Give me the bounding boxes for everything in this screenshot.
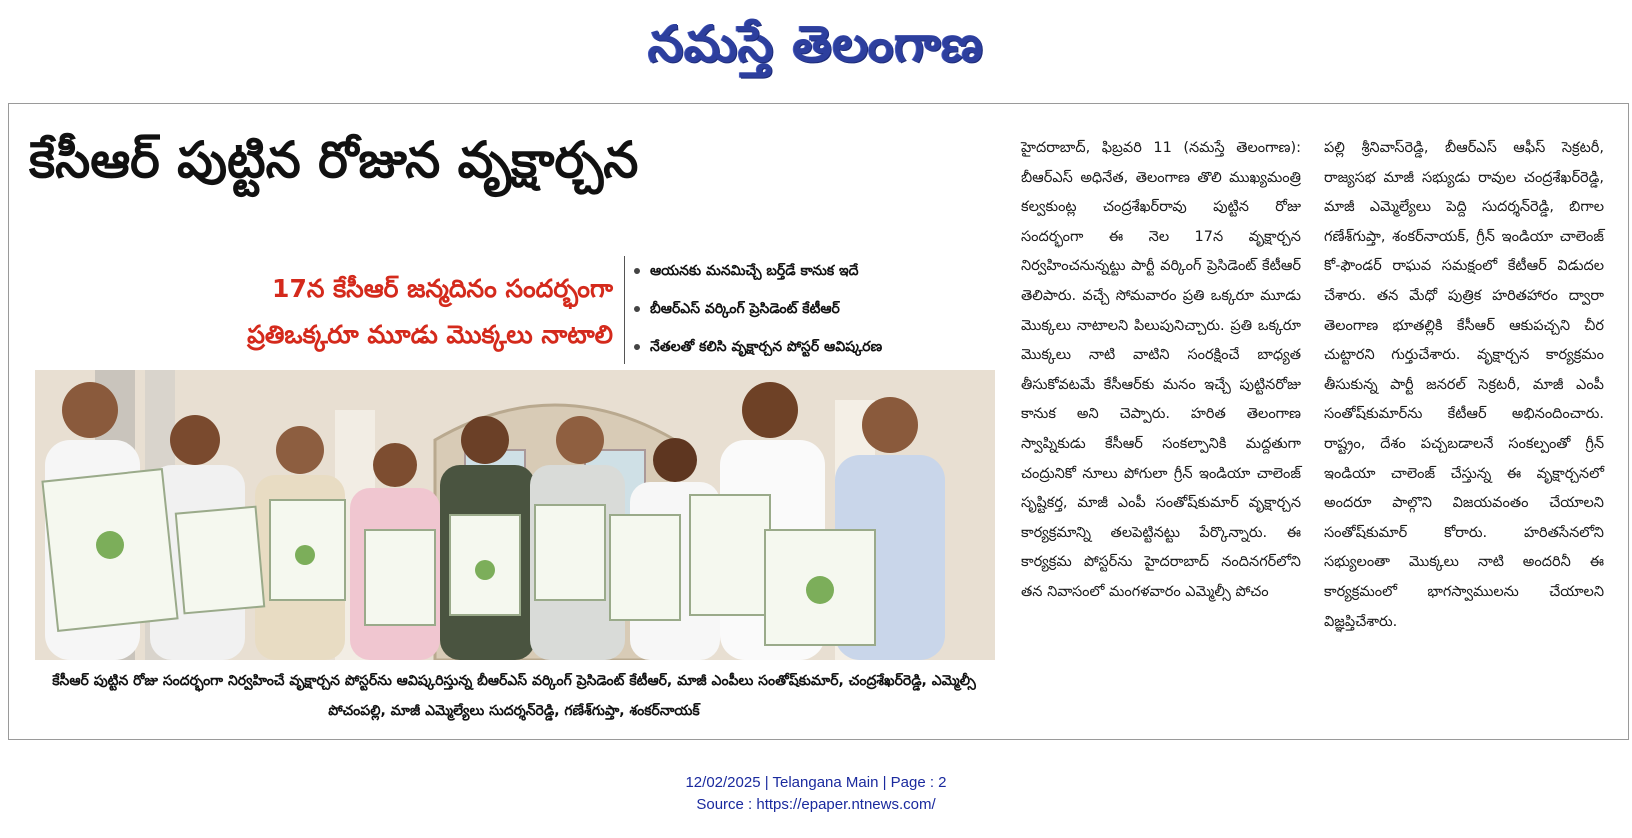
edition-info: 12/02/2025 | Telangana Main | Page : 2	[685, 774, 947, 791]
subhead-line: 17న కేసీఆర్ జన్మదినం సందర్భంగా	[272, 274, 613, 303]
article-headline: కేసీఆర్ పుట్టిన రోజున వృక్షార్చన	[29, 131, 639, 189]
article-body-column-2	[1324, 134, 1604, 637]
article-subhead	[73, 266, 613, 358]
photo-illustration	[35, 370, 995, 660]
photo-caption: కేసీఆర్ పుట్టిన రోజు సందర్భంగా నిర్వహించే వృక్షార్చన పోస్టర్‌ను ఆవిష్కరిస్తున్న బీఆర్‌ఎస్ వర్కింగ్ ప్రెసిడెంట్ కేటీఆర్, మాజీ ఎంపీలు సంతోష్‌కుమార్, చంద్రశేఖర్‌రెడ్డి, ఎమ్మెల్సీ పోచంపల్లి, మాజీ ఎమ్మెల్యేలు సుదర్శన్‌రెడ్డి, గణేశ్‌గుప్తా, శంకర్‌నాయక్	[52, 673, 976, 719]
bullet-item	[634, 328, 989, 366]
highlight-bullets	[634, 252, 989, 366]
bullet-item	[634, 290, 989, 328]
subhead-line: ప్రతిఒక్కరూ మూడు మొక్కలు నాటాలి	[247, 320, 613, 349]
bullet-text: ఆయనకు మనమిచ్చే బర్త్‌డే కానుక ఇదే	[650, 263, 859, 279]
bullet-item	[634, 252, 989, 290]
column-divider	[624, 256, 625, 364]
source-line: Source : https://epaper.ntnews.com/	[696, 796, 936, 813]
page-footer	[0, 772, 1632, 816]
bullet-text: నేతలతో కలిసి వృక్షార్చన పోస్టర్ ఆవిష్కరణ	[650, 339, 883, 355]
body-paragraph: పల్లి శ్రీనివాస్‌రెడ్డి, బీఆర్‌ఎస్ ఆఫీస్ సెక్రటరీ, రాజ్యసభ మాజీ సభ్యుడు రావుల చంద్రశేఖర్‌రెడ్డి, మాజీ ఎమ్మెల్యేలు పెద్ది సుదర్శన్‌రెడ్డి, బిగాల గణేశ్‌గుప్తా, శంకర్‌నాయక్, గ్రీన్ ఇండియా చాలెంజ్ కో-ఫౌండర్ రాఘవ సమక్షంలో కేటీఆర్ విడుదల చేశారు. తన మేధో పుత్రిక హరితహారం ద్వారా తెలంగాణ భూతల్లికి కేసీఆర్ ఆకుపచ్చని చీర చుట్టారని గుర్తుచేశారు. వృక్షార్చన కార్యక్రమం తీసుకున్న పార్టీ జనరల్ సెక్రటరీ, మాజీ ఎంపీ సంతోష్‌కుమార్‌ను కేటీఆర్ అభినందించారు. రాష్ట్రం, దేశం పచ్చబడాలనే సంకల్పంతో గ్రీన్ ఇండియా చాలెంజ్ చేస్తున్న ఈ వృక్షార్చనలో అందరూ పాల్గొని విజయవంతం చేయాలని సంతోష్‌కుమార్ కోరారు. హరితసేనలోని సభ్యులంతా మొక్కలు నాటి అందరినీ ఈ కార్యక్రమంలో భాగస్వాములను చేయాలని విజ్ఞప్తిచేశారు.	[1324, 140, 1604, 630]
body-paragraph: హైదరాబాద్, ఫిబ్రవరి 11 (నమస్తే తెలంగాణ): బీఆర్‌ఎస్ అధినేత, తెలంగాణ తొలి ముఖ్యమంత్రి కల్వకుంట్ల చంద్రశేఖర్‌రావు పుట్టిన రోజు సందర్భంగా ఈ నెల 17న వృక్షార్చన నిర్వహించనున్నట్టు పార్టీ వర్కింగ్ ప్రెసిడెంట్ కేటీఆర్ తెలిపారు. వచ్చే సోమవారం ప్రతి ఒక్కరూ మూడు మొక్కలు నాటాలని పిలుపునిచ్చారు. ప్రతి ఒక్కరూ మొక్కలు నాటి వాటిని సంరక్షించే బాధ్యత తీసుకోవటమే కేసీఆర్‌కు మనం ఇచ్చే పుట్టినరోజు కానుక అని చెప్పారు. హరిత తెలంగాణ స్వాప్నికుడు కేసీఆర్ సంకల్పానికి మద్దతుగా చంద్రునికో నూలు పోగులా గ్రీన్ ఇండియా చాలెంజ్ సృష్టికర్త, మాజీ ఎంపీ సంతోష్‌కుమార్ వృక్షార్చన కార్యక్రమాన్ని తలపెట్టినట్టు పేర్కొన్నారు. ఈ కార్యక్రమ పోస్టర్‌ను హైదరాబాద్ నందినగర్‌లోని తన నివాసంలో మంగళవారం ఎమ్మెల్సీ పోచం	[1021, 140, 1301, 600]
bullet-icon	[634, 344, 640, 350]
masthead	[0, 0, 1632, 100]
bullet-icon	[634, 268, 640, 274]
article-clipping	[8, 103, 1629, 740]
news-photo	[35, 370, 995, 660]
article-body-column-1	[1021, 134, 1301, 608]
bullet-text: బీఆర్‌ఎస్ వర్కింగ్ ప్రెసిడెంట్ కేటీఆర్	[650, 301, 840, 317]
bullet-icon	[634, 306, 640, 312]
newspaper-logo: నమస్తే తెలంగాణ	[648, 14, 984, 73]
